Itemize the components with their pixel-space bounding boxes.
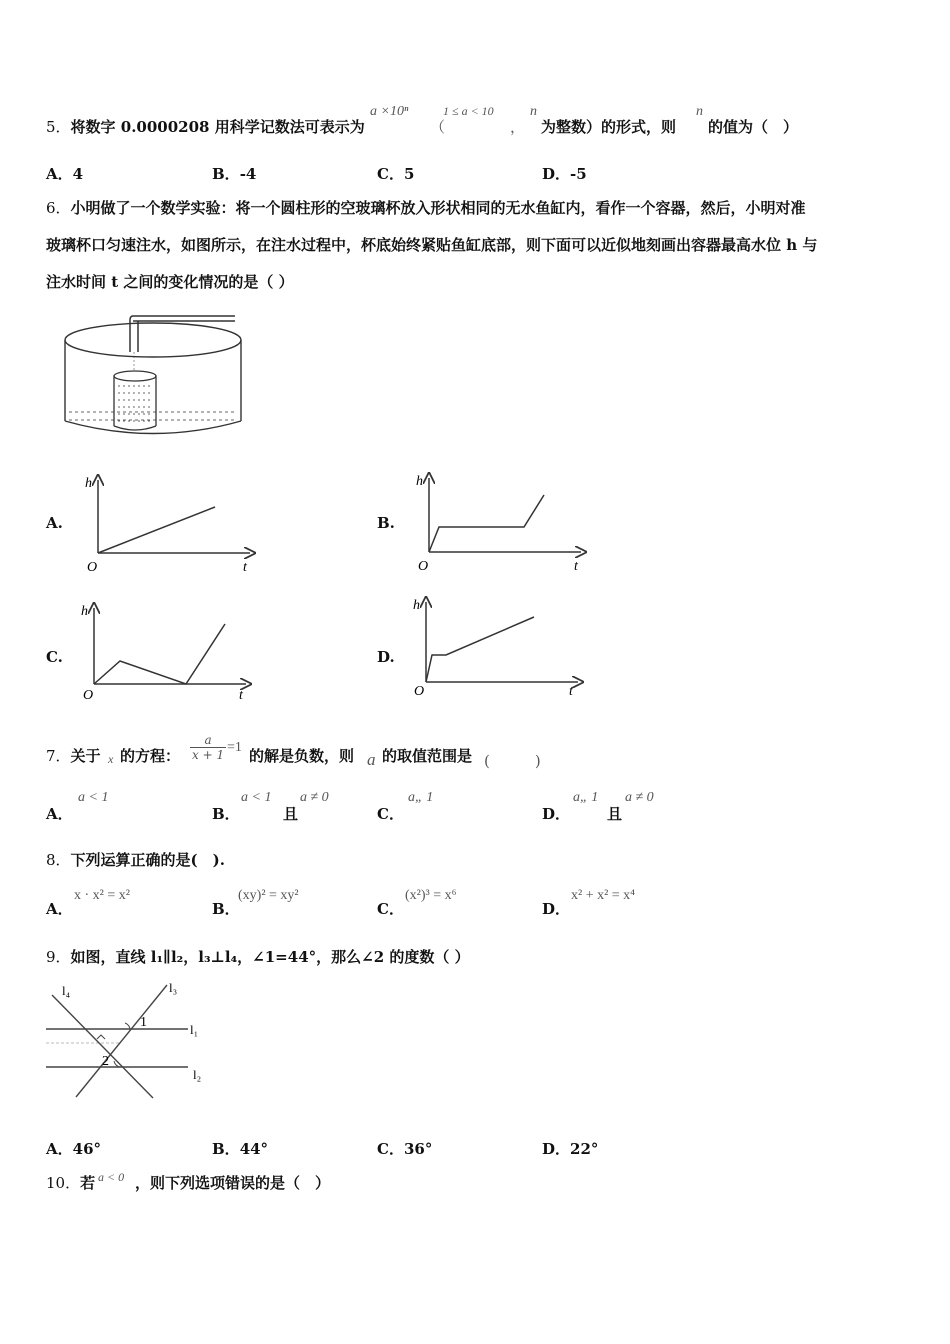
q6-option-d-graph[interactable] [408,592,588,702]
q6-a-axis-h: h [85,476,92,491]
q8-option-b-expr: (xy)² = xy² [238,888,299,903]
q7-option-a[interactable] [46,803,73,824]
q8-option-c[interactable] [377,898,404,919]
q8-option-a[interactable] [46,898,73,919]
q7-option-b[interactable] [212,803,240,824]
q5-stem-part1 [46,116,365,137]
q9-option-c-value: 36° [403,1140,433,1158]
q8-option-d[interactable] [542,898,570,919]
q9-option-b[interactable] [212,1138,268,1159]
q7-option-c-label: C． [377,805,404,823]
q7-text-c: 的解是负数，则 [249,747,355,765]
q6-number: 6． [46,199,71,217]
q8-option-d-label: D． [542,900,571,918]
q6-b-axis-t: t [574,559,578,574]
q5-option-c-value: 5 [403,165,415,183]
q7-text-b: 的方程： [120,747,181,765]
q5-number: 5． [46,118,71,136]
q7-option-d-label: D． [542,805,571,823]
q6-fish-tank-figure [55,308,245,440]
q6-option-d-label[interactable]: D. [377,648,395,666]
q8-option-c-expr: (x²)³ = x⁶ [405,888,457,903]
q10-expr: a < 0 [98,1170,125,1184]
q8-option-b-label: B． [212,900,240,918]
q7-option-b-label: B． [212,805,240,823]
q9-number: 9． [46,948,71,966]
q5-option-c[interactable] [377,163,414,184]
q5-option-d[interactable] [542,163,587,184]
q7-option-b-and: 且 [283,805,299,823]
q5-option-d-value: -5 [570,165,587,183]
q7-var-a: a [367,750,376,769]
q9-option-d-value: 22° [570,1140,599,1158]
q5-expr-n2: n [696,104,703,119]
q10-number: 10． [46,1174,81,1192]
q5-option-a-label: A． [46,165,73,183]
q9-option-b-label: B． [212,1140,240,1158]
q7-text-d: 的取值范围是 [382,747,473,765]
q5-text-a: 将数字 0.0000208 用科学记数法可表示为 [70,118,365,136]
q7-var-x: x [108,752,114,766]
q6-option-c-graph[interactable] [78,598,258,706]
q5-option-b-value: -4 [239,165,257,183]
q8-text: 下列运算正确的是( ). [70,851,225,869]
q7-fraction [190,733,226,762]
q7-option-c[interactable] [377,803,404,824]
q6-a-axis-t: t [243,560,247,575]
q8-option-c-label: C． [377,900,404,918]
q7-option-d-expr: a„ 1 [573,790,599,805]
q7-answer-blank: ( ) [484,752,541,770]
q6-option-a-graph[interactable] [80,470,260,580]
q7-fraction-denominator: x + 1 [192,748,225,762]
q8-option-a-expr: x · x² = x² [74,888,130,903]
q6-c-origin: O [83,688,94,703]
q7-option-b-expr: a < 1 [241,790,272,805]
q6-option-a-label[interactable]: A. [46,514,63,532]
q5-option-a-value: 4 [72,165,84,183]
q5-option-a[interactable] [46,163,83,184]
q7-equals: =1 [227,740,242,755]
q9-label-l4: l₄ [62,983,71,998]
q6-d-origin: O [414,684,425,699]
q9-label-l2: l₂ [193,1067,202,1082]
q5-expr-range: 1 ≤ a < 10 [443,104,494,118]
q7-option-d-extra: a ≠ 0 [625,790,654,805]
q5-option-b[interactable] [212,163,256,184]
q6-option-b-label[interactable]: B. [377,514,395,532]
q8-option-a-label: A． [46,900,73,918]
q9-angle-1: 1 [140,1015,147,1030]
q7-text-a [46,745,101,766]
q9-option-b-value: 44° [239,1140,269,1158]
q9-stem [46,946,470,967]
q9-option-a-label: A． [46,1140,73,1158]
q6-line-2: 玻璃杯口匀速注水，如图所示，在注水过程中，杯底始终紧贴鱼缸底部，则下面可以近似地刻画出容器最高水位 h 与 [46,236,818,254]
q9-option-d-label: D． [542,1140,571,1158]
q6-line-1 [46,197,806,218]
q7-text-a-label: 关于 [70,747,101,765]
q5-text-b: 为整数）的形式，则 [541,118,677,136]
q9-angle-2: 2 [102,1054,109,1069]
q5-comma: ， [510,118,526,136]
q6-option-b-graph[interactable] [411,468,591,578]
q6-c-axis-t: t [239,688,243,703]
q5-option-d-label: D． [542,165,571,183]
q9-lines-figure [40,975,220,1105]
q6-line-3: 注水时间 t 之间的变化情况的是（ ） [46,273,294,291]
q7-fraction-numerator: a [190,733,226,748]
q7-option-d-and: 且 [607,805,623,823]
q7-option-a-label: A． [46,805,73,823]
q10-text-b: ，则下列选项错误的是（ ） [135,1174,331,1192]
q8-stem [46,849,225,870]
q5-expr-n: n [530,104,537,119]
q6-line-1-text: 小明做了一个数学实验：将一个圆柱形的空玻璃杯放入形状相同的无水鱼缸内，看作一个容器，然后，小明对准 [70,199,806,217]
q10-text-a [46,1172,95,1193]
q8-option-d-expr: x² + x² = x⁴ [571,888,636,903]
q6-b-axis-h: h [416,474,423,489]
q6-d-axis-h: h [413,598,420,613]
q7-option-c-expr: a„ 1 [408,790,434,805]
q6-b-origin: O [418,559,429,574]
q9-label-l3: l₃ [169,980,178,995]
q10-text-a-label: 若 [80,1174,96,1192]
q9-option-c-label: C． [377,1140,404,1158]
q9-option-a[interactable] [46,1138,101,1159]
q9-option-d[interactable] [542,1138,598,1159]
q6-c-axis-h: h [81,604,88,619]
q9-option-c[interactable] [377,1138,432,1159]
q7-number: 7． [46,747,71,765]
q9-text: 如图，直线 l₁∥l₂，l₃⊥l₄，∠1=44°，那么∠2 的度数（ ） [70,948,470,966]
q5-text-c: 的值为（ ） [708,118,799,136]
q7-option-a-expr: a < 1 [78,790,109,805]
q8-number: 8． [46,851,71,869]
q6-d-axis-t: t [569,684,573,699]
q6-a-origin: O [87,560,98,575]
q7-option-d[interactable] [542,803,570,824]
q9-label-l1: l₁ [190,1022,199,1037]
q9-option-a-value: 46° [72,1140,102,1158]
q5-option-b-label: B． [212,165,240,183]
q5-expr-sci: a ×10ⁿ [370,104,409,119]
q5-option-c-label: C． [377,165,404,183]
q7-option-b-extra: a ≠ 0 [300,790,329,805]
q6-option-c-label[interactable]: C. [46,648,63,666]
q8-option-b[interactable] [212,898,240,919]
q5-paren-open: （ [430,118,446,136]
